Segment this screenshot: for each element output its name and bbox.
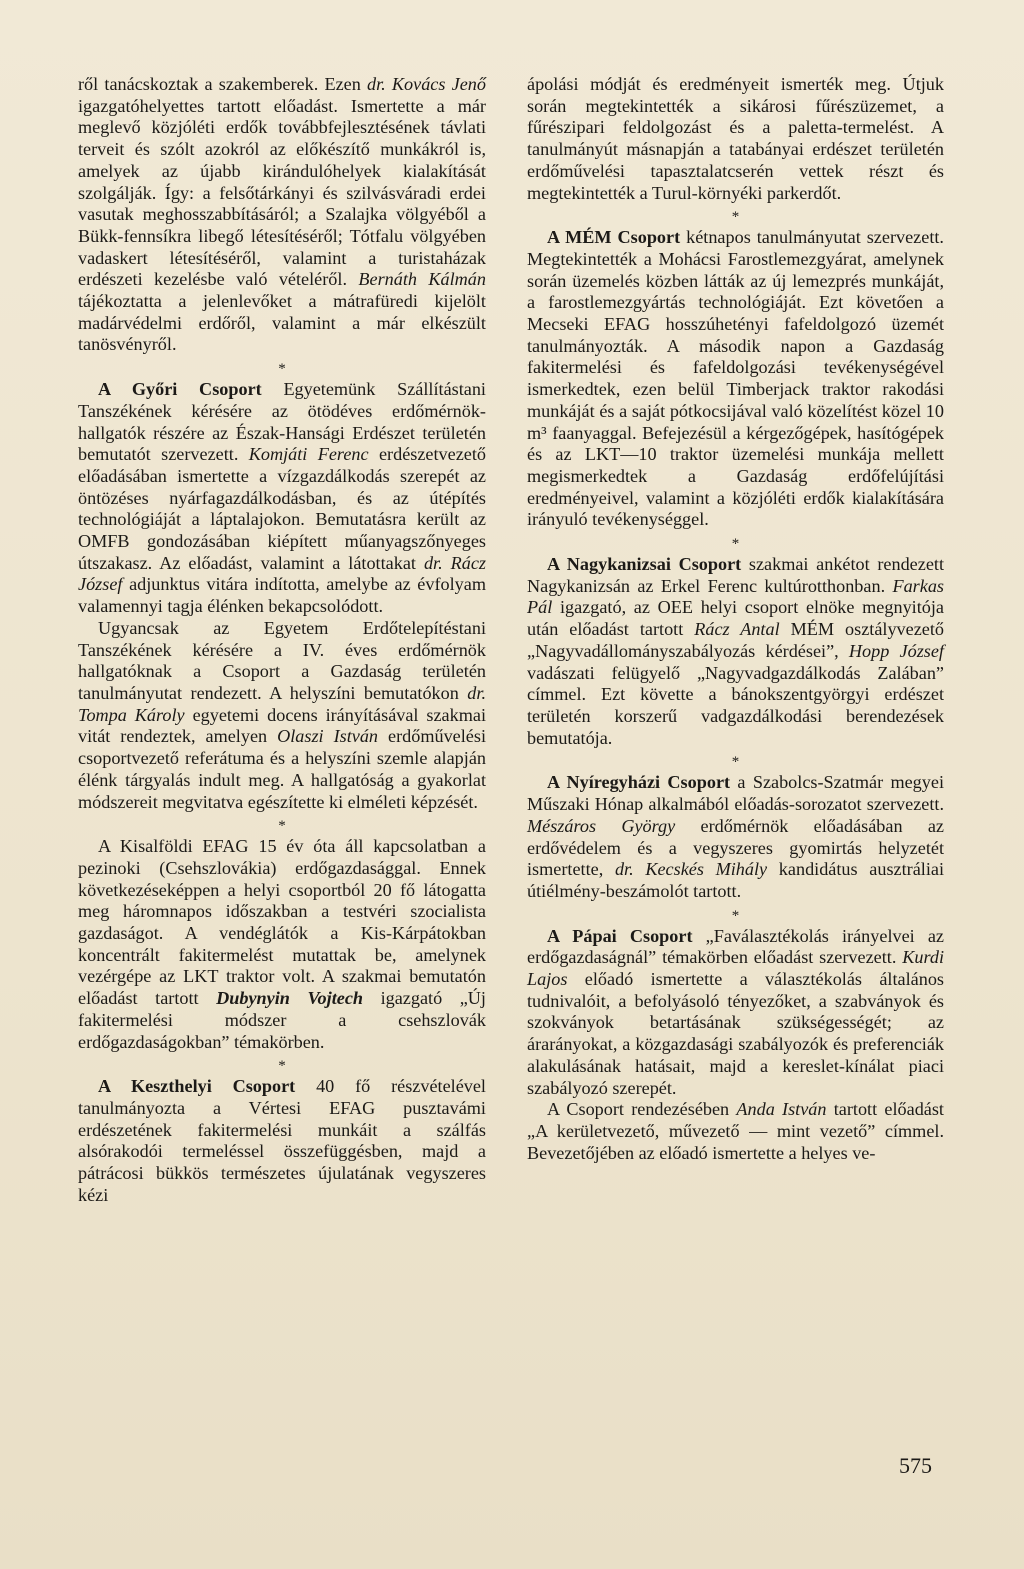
paragraph bbox=[78, 836, 486, 1053]
text-run: kandidátus ausztráliai útiélmény-beszámolót tartott. bbox=[527, 859, 945, 901]
section-separator: * bbox=[278, 818, 286, 835]
paragraph bbox=[527, 227, 944, 531]
section-separator: * bbox=[278, 361, 286, 378]
text-run: szakmai ankétot rendezett Nagykanizsán az Erkel Ferenc kultúrotthonban. bbox=[527, 554, 944, 596]
text-run: Ugyancsak az Egyetem Erdőtelepítéstani Tanszékének kérésére a IV. éves erdőmérnök hallgatóknak a Csoport a Gazdaság területén tanulmányutat rendezett. A helyszíni bemutatókon bbox=[78, 617, 486, 703]
text-run: kétnapos tanulmányutat szervezett. Megtekintették a Mohácsi Farostlemezgyárat, amelynek során üzemelés közben látták az új lemezprés munkáját, a farostlemezgyártás technológiáját. Ezt követően a Mecseki EFAG hosszúhetényi fafeldolgozó üzemét tanulmányozták. A második napon a Gazdaság fakitermelési és fafeldolgozási tevékenységével ismerkedtek, ezen belül Timberjack traktor rakodási munkáját és a saját pótkocsijával való közelítést közel 10 m³ faanyaggal. Befejezésül a kérgezőgépek, hasítógépek és az LKT—10 traktor üzemelési munkája mellett megismerkedtek a Gazdaság erdőfelújítási eredményeivel, valamint a közjóléti erdők kialakítására irányuló tevékenységgel. bbox=[527, 227, 944, 530]
text-run: „Faválasztékolás irányelvei az erdőgazdaságnál” témakörben előadást szervezett. bbox=[527, 925, 944, 968]
text-run: ápolási módját és eredményeit ismerték meg. Útjuk során megtekintették a sikárosi fűrészüzemet, a fűrészipari feldolgozást és a paletta-termelést. A tanulmányút másnapján a tatabányai erdészet területén erdőművelési tapasztalatcserén vettek részt és megtekintették a Turul-környéki parkerdőt. bbox=[527, 74, 944, 203]
section-separator: * bbox=[731, 907, 740, 924]
text-run: egyetemi docens irányításával szakmai vitát rendeztek, amelyen bbox=[78, 704, 486, 747]
section-separator: * bbox=[278, 1058, 286, 1075]
group-name: A Nyíregyházi Csoport bbox=[547, 772, 731, 793]
text-run: ről tanácskoztak a szakemberek. Ezen bbox=[78, 74, 368, 94]
text-run: Egyetemünk Szállítástani Tanszékének kérésére az ötödéves erdőmérnök-hallgatók részére az Észak-Hansági Erdészet területén bemutatót szervezett. bbox=[78, 379, 486, 465]
group-name: A Pápai Csoport bbox=[547, 925, 693, 946]
text-run: 40 fő részvételével tanulmányozta a Vértesi EFAG pusztavámi erdészetének fakitermelési munkáit a szálfás alsórakodói termeléssel összefüggésben, majd a pátrácosi bükkös természetes újulatának vegyszeres kézi bbox=[78, 1076, 486, 1205]
paragraph bbox=[527, 1099, 944, 1164]
group-name: A MÉM Csoport bbox=[547, 227, 681, 248]
text-run: igazgató, az OEE helyi csoport elnöke megnyitója után előadást tartott bbox=[527, 597, 944, 640]
person-name: Kurdi Lajos bbox=[527, 947, 944, 990]
page-number: 575 bbox=[899, 1453, 932, 1478]
person-name: Dubynyin Vojtech bbox=[216, 988, 364, 1009]
text-run: tájékoztatta a jelenlevőket a mátrafüredi kijelölt madárvédelmi erdőről, valamint a már elkészült tanösvényről. bbox=[78, 291, 486, 355]
person-name: Anda István bbox=[736, 1099, 827, 1120]
text-run: előadó ismertette a választékolás általános tudnivalóit, a befolyásoló tényezőket, a szabványok és szokványok betartásának szükségességét; az árarányokat, a közgazdasági szabályozók és preferenciák alakulásának hatásait, majd a kereslet-kínálat piaci szabályozó szerepét. bbox=[527, 969, 944, 1098]
section-separator: * bbox=[731, 754, 740, 771]
person-name: dr. Kecskés Mihály bbox=[614, 859, 768, 880]
paragraph bbox=[78, 379, 486, 618]
person-name: dr. Kovács Jenő bbox=[367, 74, 486, 94]
text-run: igazgató „Új fakitermelési módszer a csehszlovák erdőgazdaságokban” témakörben. bbox=[78, 988, 486, 1052]
paragraph bbox=[527, 926, 944, 1100]
text-run: A Csoport rendezésében bbox=[547, 1099, 737, 1120]
person-name: Farkas Pál bbox=[527, 575, 944, 618]
right-column bbox=[527, 74, 944, 1164]
person-name: Rácz Antal bbox=[694, 619, 780, 640]
group-name: A Nagykanizsai Csoport bbox=[547, 554, 742, 575]
person-name: dr. Rácz József bbox=[78, 552, 487, 595]
text-run: tartott előadást „A kerületvezető, művezető — mint vezető” címmel. Bevezetőjében az előadó ismertette a helyes ve- bbox=[527, 1099, 944, 1163]
text-run: MÉM osztályvezető „Nagyvadállományszabályozás kérdései”, bbox=[527, 619, 944, 661]
section-separator: * bbox=[731, 209, 740, 226]
person-name: Olaszi István bbox=[277, 726, 379, 747]
text-run: A Kisalföldi EFAG 15 év óta áll kapcsolatban a pezinoki (Csehszlovákia) erdőgazdasággal. Ennek következéseképpen a helyi csoportból 20 fő látogatta meg háromnapos időszakban a testvéri szocialista gazdaságot. A vendéglátók a Kis-Kárpátokban koncentrált fakitermelést mutattak be, amelynek vezérgépe az LKT traktor volt. A szakmai bemutatón előadást tartott bbox=[78, 836, 486, 1009]
paragraph bbox=[78, 74, 486, 356]
person-name: Mészáros György bbox=[527, 815, 676, 836]
person-name: Bernáth Kálmán bbox=[358, 269, 486, 290]
paragraph bbox=[527, 554, 944, 749]
text-run: igazgatóhelyettes tartott előadást. Ismertette a már meglevő közjóléti erdők továbbfejlesztésének távlati terveit és szólt azokról az előkészítő munkákról is, amelyek az újabb kirándulóhelyek kialakítását szolgálják. Így: a felsőtárkányi és szilvásváradi erdei vasutak meghosszabbításáról; a Szalajka völgyéből a Bükk-fennsíkra libegő létesítéséről; Tótfalu völgyében vadaskert létesítéséről, valamint a turistaházak erdészeti kezelésbe való vételéről. bbox=[78, 95, 486, 290]
section-separator: * bbox=[731, 536, 740, 553]
text-run: vadászati felügyelő „Nagyvadgazdálkodás Zalában” címmel. Ezt követte a bánokszentgyörgyi erdészet területén korszerű vadgazdálkodási berendezések bemutatója. bbox=[527, 662, 944, 748]
text-run: adjunktus vitára indította, amelybe az évfolyam valamennyi tagja élénken bekapcsolódott. bbox=[78, 574, 486, 617]
person-name: dr. Tompa Károly bbox=[78, 682, 486, 725]
paragraph bbox=[527, 74, 944, 204]
person-name: Komjáti Ferenc bbox=[248, 444, 369, 465]
left-column bbox=[78, 74, 486, 1206]
text-run: erdőművelési csoportvezető referátuma és a helyszíni szemle alapján élénk tárgyalás indult meg. A hallgatóság a gyakorlat módszereit megvitatva egészítette ki elméleti képzését. bbox=[78, 726, 486, 812]
paragraph bbox=[527, 772, 944, 902]
text-run: erdészetvezető előadásában ismertette a vízgazdálkodás szerepét az öntözéses nyárfagazdálkodásban, és az útépítés technológiáját a láptalajokon. Bemutatásra került az OMFB gondozásában kiépített műanyagszőnyeges útszakasz. Az előadást, valamint a látottakat bbox=[78, 444, 486, 573]
group-name: A Győri Csoport bbox=[98, 379, 262, 400]
paragraph bbox=[78, 1076, 486, 1206]
paragraph bbox=[78, 618, 486, 813]
text-run: erdőmérnök előadásában az erdővédelem és a vegyszeres gyomirtás helyzetét ismertette, bbox=[527, 815, 944, 880]
text-run: a Szabolcs-Szatmár megyei Műszaki Hónap alkalmából előadás-sorozatot szervezett. bbox=[527, 772, 944, 815]
group-name: A Keszthelyi Csoport bbox=[98, 1076, 296, 1097]
person-name: Hopp József bbox=[848, 640, 944, 661]
